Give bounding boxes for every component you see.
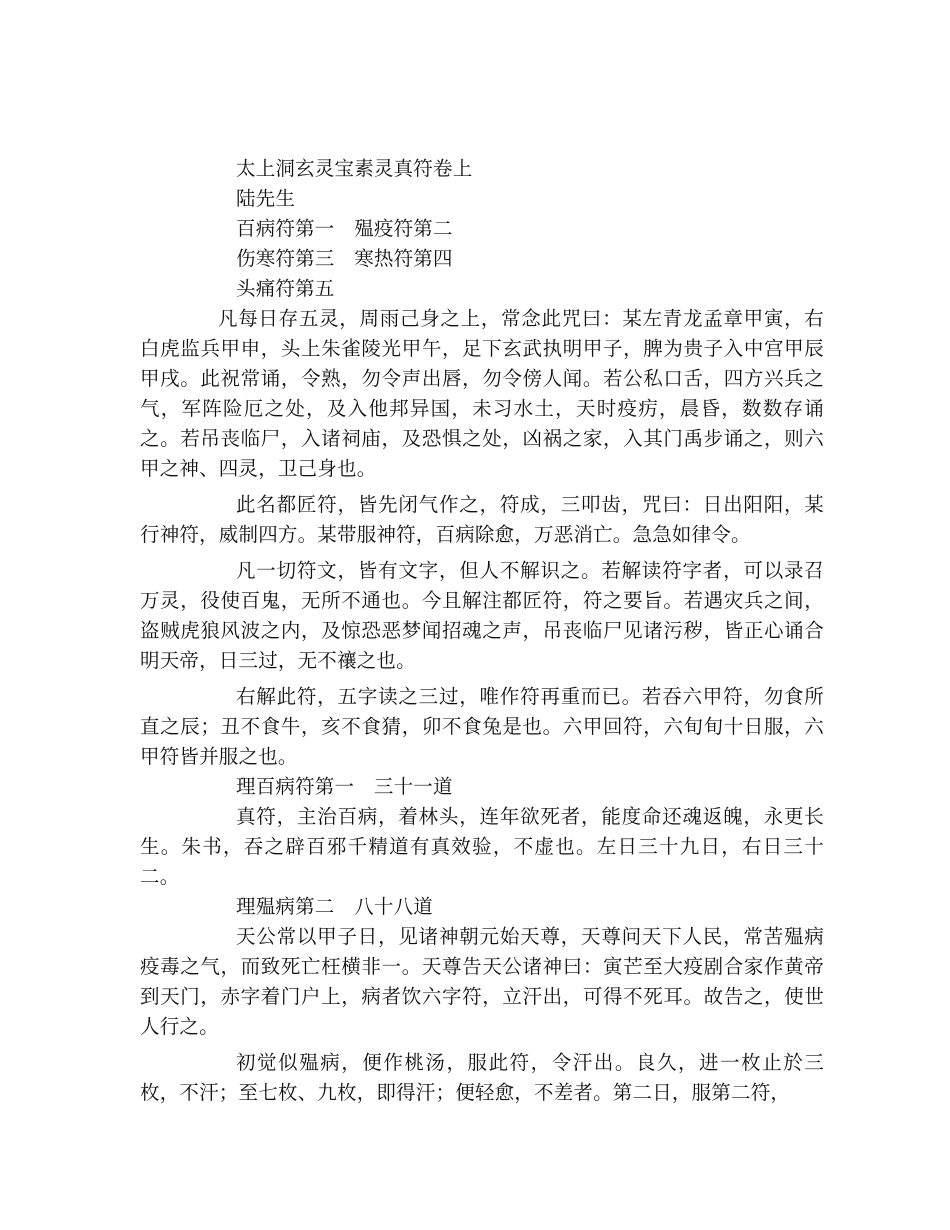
body-paragraph: 初觉似殟病，便作桃汤，服此符，令汗出。良久，进一枚止於三枚，不汗；至七枚、九枚，即得汗；便轻愈，不差者。第二日，服第二符， xyxy=(140,1051,824,1104)
body-paragraph: 右解此符，五字读之三过，唯作符再重而已。若吞六甲符，勿食所直之辰；丑不食牛，亥不食猜，卯不食兔是也。六甲回符，六旬旬十日服，六甲符皆并服之也。 xyxy=(140,685,824,768)
toc-line: 百病符第一 殟疫符第二 xyxy=(236,217,453,240)
document-title: 太上洞玄灵宝素灵真符卷上 xyxy=(236,157,473,180)
toc-line: 伤寒符第三 寒热符第四 xyxy=(236,247,453,270)
body-paragraph: 凡一切符文，皆有文字，但人不解识之。若解读符字者，可以录召万灵，役使百鬼，无所不通也。今且解注都匠符，符之要旨。若遇灾兵之间，盗贼虎狼风波之内，及惊恐恶梦闻招魂之声，吊丧临尸见诸污秽，皆正心诵合明天帝，日三过，无不禳之也。 xyxy=(140,559,824,672)
document-body xyxy=(140,154,824,1108)
body-paragraph: 凡每日存五灵，周雨己身之上，常念此咒曰：某左青龙孟章甲寅，右白虎监兵甲申，头上朱雀陵光甲午，足下玄武执明甲子，脾为贵子入中宫甲辰甲戌。此祝常诵，令熟，勿令声出唇，勿令傍人闻。若公私口舌，四方兴兵之气，军阵险厄之处，及入他邦异国，未习水土，天时疫疠，晨昏，数数存诵之。若吊丧临尸，入诸祠庙，及恐惧之处，凶祸之家，入其门禹步诵之，则六甲之神、四灵，卫己身也。 xyxy=(140,307,824,480)
section-heading: 理殟病第二 八十八道 xyxy=(236,895,434,918)
section-heading: 理百病符第一 三十一道 xyxy=(236,775,453,798)
body-paragraph: 天公常以甲子日，见诸神朝元始天尊，天尊问天下人民，常苦殟病疫毒之气，而致死亡枉横非一。天尊告天公诸神曰：寅芒至大疫剧合家作黄帝到天门，赤字着门户上，病者饮六字符，立汗出，可得不死耳。故告之，使世人行之。 xyxy=(140,925,824,1038)
document-author: 陆先生 xyxy=(236,187,296,210)
body-paragraph: 真符，主治百病，着林头，连年欲死者，能度命还魂返魄，永更长生。朱书，吞之辟百邪千精道有真效验，不虚也。左日三十九日，右日三十二。 xyxy=(140,805,824,888)
toc-line: 头痛符第五 xyxy=(236,277,335,300)
body-paragraph: 此名都匠符，皆先闭气作之，符成，三叩齿，咒曰：日出阳阳，某行神符，威制四方。某带服神符，百病除愈，万恶消亡。急急如律令。 xyxy=(140,493,824,546)
